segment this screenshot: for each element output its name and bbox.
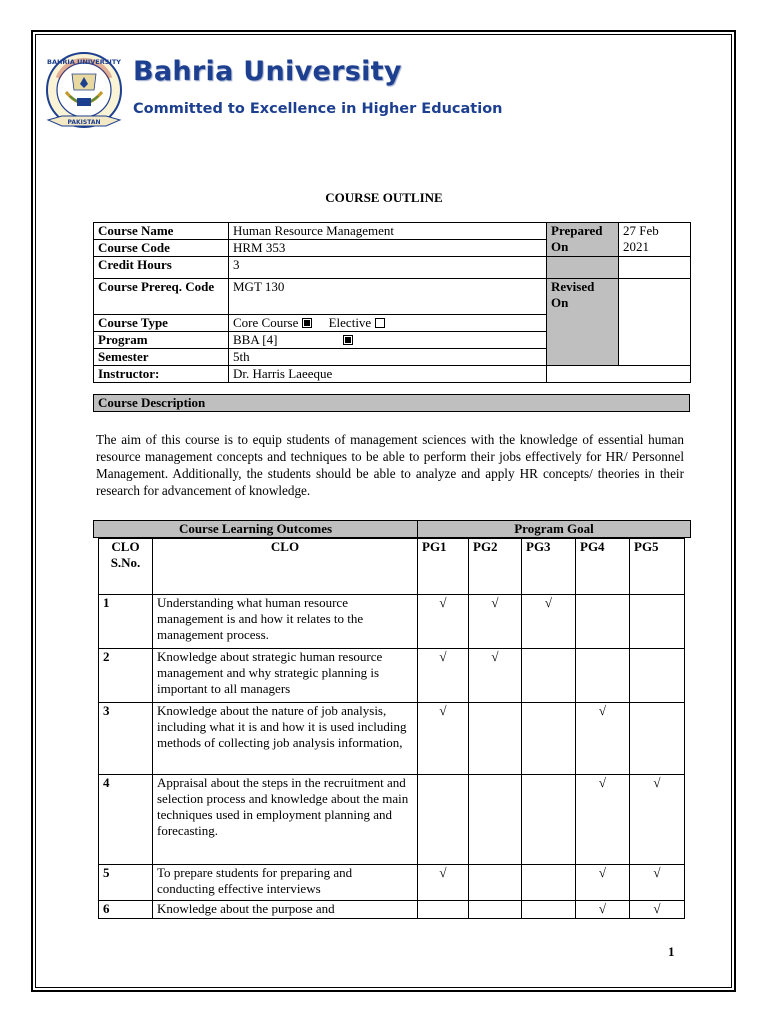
clo-text: Knowledge about the nature of job analysis, including what it is and how it is used including methods of collecting job analysis information,	[153, 703, 418, 775]
prepared-value-blank	[619, 257, 691, 279]
clo-text: Appraisal about the steps in the recruitment and selection process and knowledge about the main techniques used in employment planning and forecasting.	[153, 775, 418, 865]
pg-cell	[630, 703, 685, 775]
university-seal-logo	[44, 50, 124, 136]
prepared-blank	[547, 257, 619, 279]
pg-cell: √	[469, 595, 522, 649]
svg-text:BAHRIA UNIVERSITY: BAHRIA UNIVERSITY	[47, 58, 121, 66]
semester-label: Semester	[94, 349, 229, 366]
pg-cell	[469, 775, 522, 865]
semester-value: 5th	[229, 349, 547, 366]
clo-number: 2	[99, 649, 153, 703]
pg-cell: √	[576, 775, 630, 865]
clo-number: 3	[99, 703, 153, 775]
course-description-text: The aim of this course is to equip students of management sciences with the knowledge of essential human resource management concepts and techniques to be able to perform their jobs effectively for HR/ Personnel Management. Additionally, the students should be able to analyze and apply HR concepts/ theories in their research for advancement of knowledge.	[96, 432, 684, 498]
clo-header: CLO	[153, 539, 418, 595]
clo-number: 4	[99, 775, 153, 865]
elective-checkbox[interactable]	[375, 318, 385, 328]
prereq-value: MGT 130	[229, 279, 547, 315]
university-name: Bahria University	[133, 56, 402, 87]
course-info-table	[93, 222, 691, 383]
table-row	[99, 649, 685, 703]
program-text: BBA [4]	[233, 332, 278, 347]
clo-number: 1	[99, 595, 153, 649]
clo-number: 6	[99, 901, 153, 919]
pg-cell	[576, 595, 630, 649]
revised-on-label: Revised On	[547, 279, 619, 366]
prepared-on-label: Prepared On	[547, 223, 619, 257]
prepared-on-value: 27 Feb 2021	[619, 223, 691, 257]
pg-cell: √	[576, 703, 630, 775]
pg-cell: √	[630, 865, 685, 901]
course-name-value: Human Resource Management	[229, 223, 547, 240]
pg-cell	[418, 901, 469, 919]
pg-cell: √	[469, 649, 522, 703]
core-course-checkbox[interactable]	[302, 318, 312, 328]
course-type-label: Course Type	[94, 315, 229, 332]
pg-cell	[576, 649, 630, 703]
clo-number: 5	[99, 865, 153, 901]
table-row	[99, 775, 685, 865]
pg-cell	[522, 775, 576, 865]
pg-cell: √	[630, 775, 685, 865]
pg-cell	[630, 595, 685, 649]
page-number: 1	[668, 944, 675, 959]
pg-cell	[522, 865, 576, 901]
instructor-label: Instructor:	[94, 366, 229, 383]
pg-cell: √	[630, 901, 685, 919]
clo-no-header	[99, 539, 153, 595]
instructor-blank	[547, 366, 691, 383]
clo-table	[98, 538, 685, 919]
svg-text:PAKISTAN: PAKISTAN	[67, 119, 101, 126]
clo-heading: Course Learning Outcomes	[94, 521, 418, 538]
revised-on-value	[619, 279, 691, 366]
elective-text: Elective	[328, 315, 372, 330]
pg-cell: √	[418, 649, 469, 703]
pg-cell: √	[576, 865, 630, 901]
program-label: Program	[94, 332, 229, 349]
course-code-value: HRM 353	[229, 240, 547, 257]
pg2-header: PG2	[469, 539, 522, 595]
clo-text: Knowledge about strategic human resource management and why strategic planning is important to all managers	[153, 649, 418, 703]
pg-cell: √	[522, 595, 576, 649]
pg-cell	[469, 901, 522, 919]
table-row	[99, 901, 685, 919]
clo-text: Understanding what human resource management is and how it relates to the management process.	[153, 595, 418, 649]
page-title: COURSE OUTLINE	[325, 190, 443, 205]
pg-cell: √	[418, 865, 469, 901]
pg1-header: PG1	[418, 539, 469, 595]
pg-cell	[630, 649, 685, 703]
course-code-label: Course Code	[94, 240, 229, 257]
course-type-value	[229, 315, 547, 332]
university-tagline: Committed to Excellence in Higher Education	[133, 101, 503, 117]
clo-text: To prepare students for preparing and conducting effective interviews	[153, 865, 418, 901]
clo-text: Knowledge about the purpose and	[153, 901, 418, 919]
pg-cell	[469, 865, 522, 901]
program-value	[229, 332, 547, 349]
pg4-header: PG4	[576, 539, 630, 595]
table-row	[99, 703, 685, 775]
pg-cell	[522, 649, 576, 703]
table-row	[99, 865, 685, 901]
course-name-label: Course Name	[94, 223, 229, 240]
credit-hours-label: Credit Hours	[94, 257, 229, 279]
pg-cell: √	[418, 703, 469, 775]
course-description-heading: Course Description	[93, 394, 690, 412]
pg-cell	[469, 703, 522, 775]
program-goal-heading: Program Goal	[418, 521, 691, 538]
pg5-header: PG5	[630, 539, 685, 595]
credit-hours-value: 3	[229, 257, 547, 279]
program-checkbox[interactable]	[343, 335, 353, 345]
pg-cell: √	[418, 595, 469, 649]
core-course-text: Core Course	[233, 315, 299, 330]
prereq-label: Course Prereq. Code	[94, 279, 229, 315]
pg-cell	[522, 703, 576, 775]
pg-cell	[522, 901, 576, 919]
clo-no-header-text: CLO S.No.	[110, 539, 141, 570]
pg3-header: PG3	[522, 539, 576, 595]
instructor-value: Dr. Harris Laeeque	[229, 366, 547, 383]
pg-cell: √	[576, 901, 630, 919]
table-row	[99, 595, 685, 649]
pg-cell	[418, 775, 469, 865]
clo-header-band	[93, 520, 691, 538]
